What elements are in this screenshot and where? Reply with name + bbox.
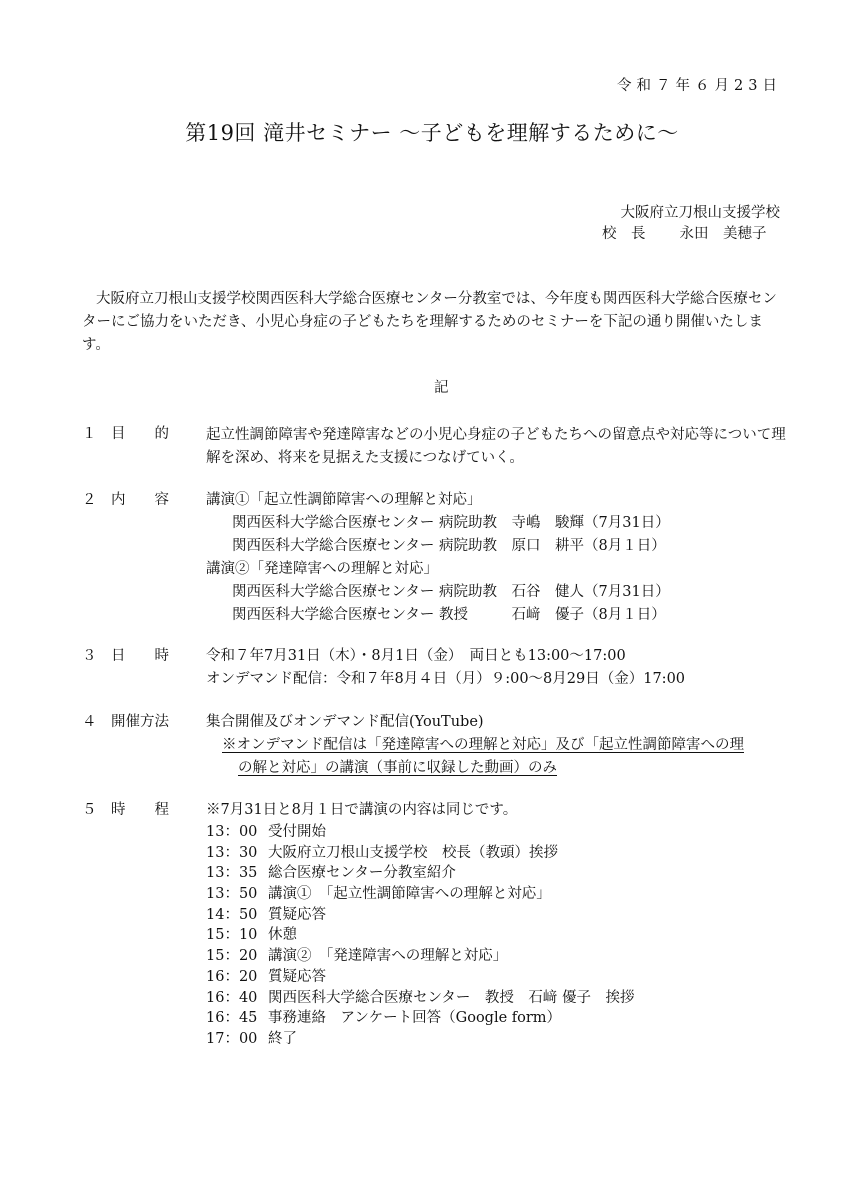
schedule-note: ※7月31日と8月１日で講演の内容は同じです。: [206, 802, 518, 818]
schedule-item: [206, 863, 635, 884]
lecture1-speaker: 関西医科大学総合医療センター 病院助教 原口 耕平（8月１日）: [232, 538, 666, 554]
schedule-item: [206, 884, 635, 905]
section-purpose-label: １ 目 的: [82, 426, 169, 442]
schedule-time: 16：45: [206, 1010, 258, 1027]
principal-name: 永田 美穂子: [679, 226, 767, 242]
lecture2-speaker: 関西医科大学総合医療センター 病院助教 石谷 健人（7月31日）: [232, 584, 670, 600]
schedule-item: [206, 1029, 635, 1050]
schedule-time: 17：00: [206, 1030, 258, 1047]
schedule-text: 講演① 「起立性調節障害への理解と対応」: [268, 886, 551, 903]
sender-principal: [602, 224, 767, 244]
schedule-text: 関西医科大学総合医療センター 教授 石﨑 優子 挨拶: [268, 989, 635, 1006]
schedule-time: 15：10: [206, 927, 258, 944]
method-note-line2-text: の解と対応」の講演（事前に収録した動画）のみ: [238, 760, 557, 776]
schedule-time: 13：50: [206, 886, 258, 903]
principal-title: 校 長: [602, 226, 646, 242]
document-date: 令和７年６月23日: [617, 78, 782, 94]
schedule-list: [206, 822, 635, 1050]
schedule-item: [206, 905, 635, 926]
schedule-item: [206, 946, 635, 967]
schedule-time: 13：00: [206, 824, 258, 840]
schedule-item: [206, 1008, 635, 1029]
method-note-line1: [222, 735, 744, 755]
section-purpose-text: 起立性調節障害や発達障害などの小児心身症の子どもたちへの留意点や対応等について理解を深め、将来を見据えた支援につなげていく。: [206, 427, 786, 466]
lecture1-title: 講演①「起立性調節障害への理解と対応」: [206, 492, 482, 508]
schedule-time: 13：30: [206, 844, 258, 861]
method-note-line2: [238, 758, 557, 778]
schedule-text: 終了: [268, 1030, 297, 1047]
datetime-line1: 令和７年7月31日（木）・8月1日（金） 両日とも13:00〜17:00: [206, 648, 626, 664]
schedule-item: [206, 967, 635, 988]
schedule-text: 休憩: [268, 927, 297, 944]
schedule-time: 14：50: [206, 906, 258, 923]
schedule-text: 質疑応答: [268, 968, 326, 985]
schedule-time: 16：20: [206, 968, 258, 985]
page-title: 第19回 滝井セミナー 〜子どもを理解するために〜: [185, 121, 679, 145]
lecture2-title: 講演②「発達障害への理解と対応」: [206, 561, 438, 577]
schedule-text: 講演② 「発達障害への理解と対応」: [268, 948, 508, 965]
datetime-line2: オンデマンド配信：令和７年8月４日（月）９:00〜8月29日（金）17:00: [206, 671, 686, 687]
schedule-text: 総合医療センター分教室紹介: [268, 865, 456, 882]
schedule-item: [206, 822, 635, 843]
lecture1-speaker: 関西医科大学総合医療センター 病院助教 寺嶋 駿輝（7月31日）: [232, 515, 670, 531]
sender-school: 大阪府立刀根山支援学校: [620, 205, 780, 221]
schedule-item: [206, 843, 635, 864]
ki-heading: 記: [434, 380, 449, 396]
schedule-item: [206, 925, 635, 946]
schedule-text: 事務連絡 アンケート回答（Google form）: [268, 1010, 562, 1027]
schedule-time: 16：40: [206, 989, 258, 1006]
method-note-line1-text: ※オンデマンド配信は「発達障害への理解と対応」及び「起立性調節障害への理: [222, 737, 744, 753]
schedule-item: [206, 988, 635, 1009]
section-method-label: ４ 開催方法: [82, 714, 169, 730]
schedule-text: 大阪府立刀根山支援学校 校長（教頭）挨拶: [268, 844, 558, 861]
schedule-time: 13：35: [206, 865, 258, 882]
section-content-label: ２ 内 容: [82, 492, 169, 508]
section-schedule-label: ５ 時 程: [82, 802, 169, 818]
schedule-text: 質疑応答: [268, 906, 326, 923]
schedule-text: 受付開始: [268, 824, 326, 840]
method-line1: 集合開催及びオンデマンド配信(YouTube): [206, 714, 484, 730]
schedule-time: 15：20: [206, 948, 258, 965]
intro-paragraph: 大阪府立刀根山支援学校関西医科大学総合医療センター分教室では、今年度も関西医科大学総合医療センターにご協力をいただき、小児心身症の子どもたちを理解するためのセミナーを下記の通り開催いたします。: [82, 291, 777, 353]
lecture2-speaker: 関西医科大学総合医療センター 教授 石﨑 優子（8月１日）: [232, 607, 666, 623]
section-datetime-label: ３ 日 時: [82, 648, 169, 664]
